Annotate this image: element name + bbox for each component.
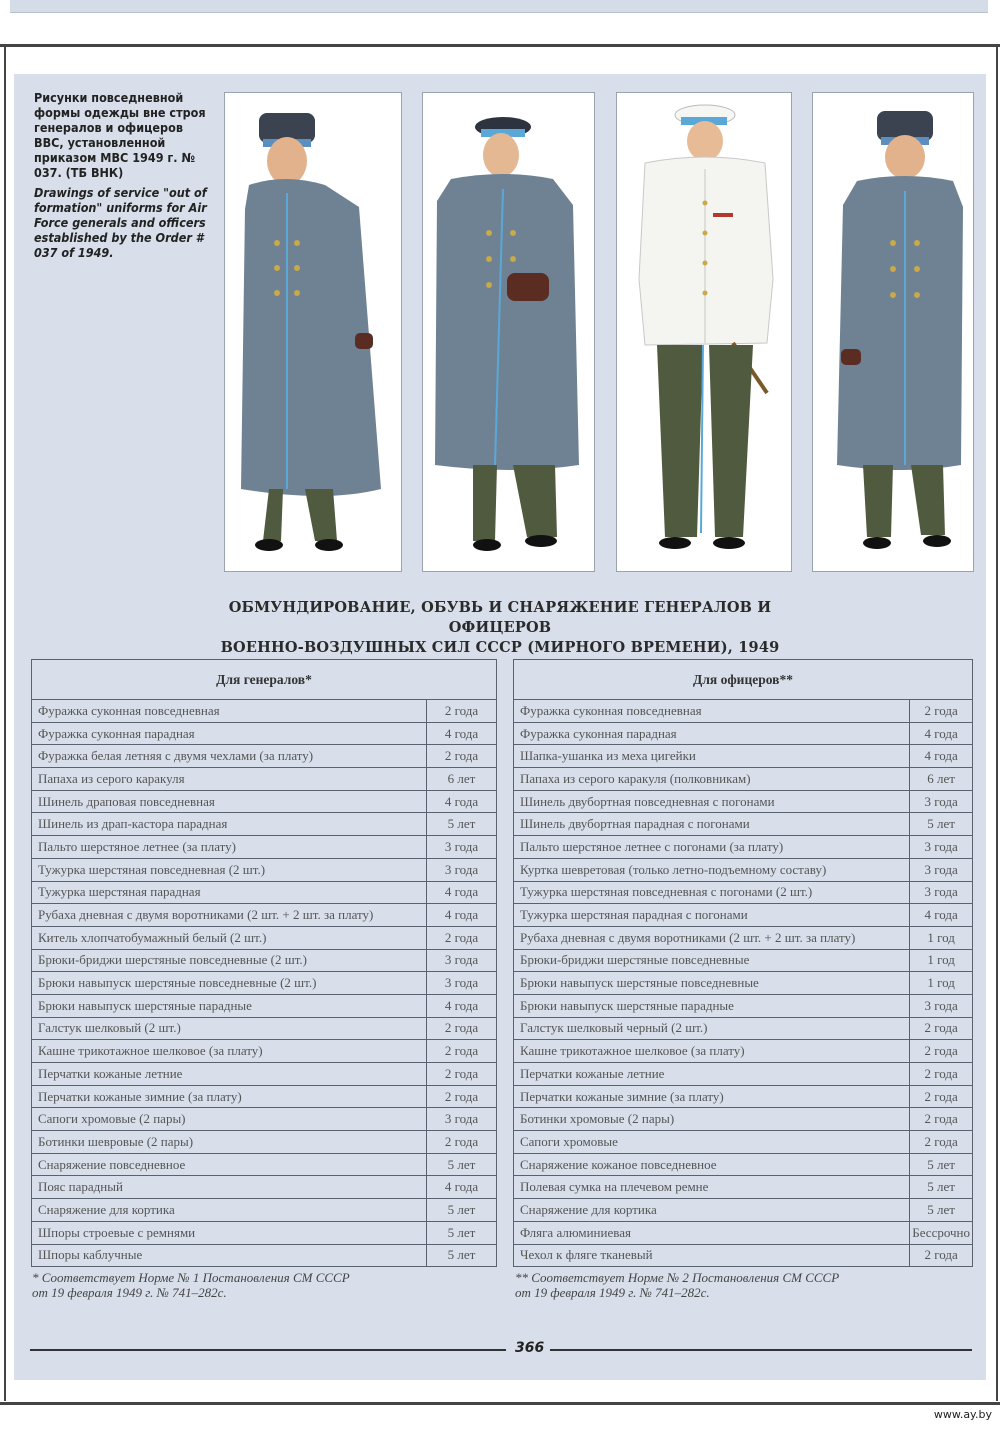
- officers-wear-term: 2 года: [910, 1017, 973, 1040]
- officers-table-row: [514, 1244, 973, 1267]
- generals-item-name: Пояс парадный: [32, 1176, 427, 1199]
- generals-table-row: [32, 722, 497, 745]
- figure-officer-cap-coat: [423, 93, 594, 571]
- officers-wear-term: Бессрочно: [910, 1221, 973, 1244]
- officers-item-name: Тужурка шерстяная парадная с погонами: [514, 904, 910, 927]
- officers-table-row: [514, 745, 973, 768]
- officers-table-row: [514, 904, 973, 927]
- officers-wear-term: 4 года: [910, 904, 973, 927]
- generals-table-row: [32, 972, 497, 995]
- generals-item-name: Сапоги хромовые (2 пары): [32, 1108, 427, 1131]
- generals-wear-term: 2 года: [427, 1017, 497, 1040]
- footer-rule-left: [30, 1349, 506, 1351]
- officers-item-name: Кашне трикотажное шелковое (за плату): [514, 1040, 910, 1063]
- generals-item-name: Перчатки кожаные зимние (за плату): [32, 1085, 427, 1108]
- officers-table-row: [514, 1063, 973, 1086]
- generals-wear-term: 5 лет: [427, 1199, 497, 1222]
- officers-wear-term: 1 год: [910, 949, 973, 972]
- officers-table-row: [514, 1176, 973, 1199]
- generals-item-name: Шпоры строевые с ремнями: [32, 1221, 427, 1244]
- officers-table-row: [514, 858, 973, 881]
- officers-item-name: Снаряжение для кортика: [514, 1199, 910, 1222]
- generals-item-name: Китель хлопчатобумажный белый (2 шт.): [32, 926, 427, 949]
- generals-wear-term: 5 лет: [427, 1153, 497, 1176]
- generals-item-name: Снаряжение повседневное: [32, 1153, 427, 1176]
- generals-item-name: Рубаха дневная с двумя воротниками (2 шт. + 2 шт. за плату): [32, 904, 427, 927]
- figure-caption: [34, 90, 214, 260]
- officers-table-row: [514, 813, 973, 836]
- generals-item-name: Фуражка суконная парадная: [32, 722, 427, 745]
- officers-table-row: [514, 836, 973, 859]
- generals-wear-term: 4 года: [427, 722, 497, 745]
- officers-wear-term: 2 года: [910, 1063, 973, 1086]
- caption-english: Drawings of service "out of formation" uniforms for Air Force generals and officers established by the Order # 037 of 1949.: [34, 185, 207, 260]
- footer-rule-right: [550, 1349, 972, 1351]
- officers-table-row: [514, 926, 973, 949]
- officers-item-name: Галстук шелковый черный (2 шт.): [514, 1017, 910, 1040]
- figure-panel-2: [422, 92, 595, 572]
- generals-table-row: [32, 1199, 497, 1222]
- generals-wear-term: 5 лет: [427, 1244, 497, 1267]
- generals-norm-table: [31, 659, 497, 1267]
- officers-item-name: Фуражка суконная парадная: [514, 722, 910, 745]
- generals-wear-term: 4 года: [427, 881, 497, 904]
- generals-wear-term: 2 года: [427, 1131, 497, 1154]
- generals-item-name: Снаряжение для кортика: [32, 1199, 427, 1222]
- officers-footnote-line1: ** Соответствует Норме № 2 Постановления СМ СССР: [515, 1270, 840, 1285]
- generals-table-row: [32, 858, 497, 881]
- generals-wear-term: 5 лет: [427, 1221, 497, 1244]
- generals-table-row: [32, 1063, 497, 1086]
- generals-item-name: Перчатки кожаные летние: [32, 1063, 427, 1086]
- generals-wear-term: 2 года: [427, 926, 497, 949]
- generals-wear-term: 3 года: [427, 836, 497, 859]
- generals-wear-term: 2 года: [427, 1040, 497, 1063]
- officers-wear-term: 2 года: [910, 1085, 973, 1108]
- generals-table-body: [32, 700, 497, 1267]
- officers-item-name: Брюки-бриджи шерстяные повседневные: [514, 949, 910, 972]
- officers-wear-term: 2 года: [910, 1131, 973, 1154]
- previous-page-edge: [10, 0, 988, 13]
- officers-item-name: Сапоги хромовые: [514, 1131, 910, 1154]
- officers-item-name: Рубаха дневная с двумя воротниками (2 шт. + 2 шт. за плату): [514, 926, 910, 949]
- officers-table-row: [514, 1153, 973, 1176]
- figure-officer-papakha-coat: [813, 93, 973, 571]
- generals-table-row: [32, 1108, 497, 1131]
- generals-table-row: [32, 926, 497, 949]
- officers-wear-term: 4 года: [910, 722, 973, 745]
- officers-item-name: Шапка-ушанка из меха цигейки: [514, 745, 910, 768]
- generals-wear-term: 3 года: [427, 858, 497, 881]
- officers-table-row: [514, 949, 973, 972]
- officers-wear-term: 5 лет: [910, 1176, 973, 1199]
- caption-russian: Рисунки повседневной формы одежды вне строя генералов и офицеров ВВС, установленной приказом МВС 1949 г. № 037. (ТБ ВНК): [34, 90, 206, 180]
- officers-item-name: Ботинки хромовые (2 пары): [514, 1108, 910, 1131]
- officers-table-row: [514, 994, 973, 1017]
- officers-item-name: Тужурка шерстяная повседневная с погонами (2 шт.): [514, 881, 910, 904]
- officers-item-name: Перчатки кожаные зимние (за плату): [514, 1085, 910, 1108]
- officers-item-name: Брюки навыпуск шерстяные парадные: [514, 994, 910, 1017]
- generals-table-row: [32, 745, 497, 768]
- generals-wear-term: 4 года: [427, 904, 497, 927]
- generals-wear-term: 6 лет: [427, 768, 497, 791]
- officers-table-row: [514, 1040, 973, 1063]
- officers-wear-term: 5 лет: [910, 1153, 973, 1176]
- officers-item-name: Фляга алюминиевая: [514, 1221, 910, 1244]
- generals-wear-term: 4 года: [427, 1176, 497, 1199]
- figure-panel-1: [224, 92, 402, 572]
- officers-wear-term: 4 года: [910, 745, 973, 768]
- officers-table-row: [514, 881, 973, 904]
- generals-wear-term: 5 лет: [427, 813, 497, 836]
- page-footer: [30, 1340, 972, 1360]
- generals-table-row: [32, 836, 497, 859]
- generals-table-row: [32, 1131, 497, 1154]
- generals-wear-term: 3 года: [427, 1108, 497, 1131]
- officers-wear-term: 2 года: [910, 1108, 973, 1131]
- bottom-rule: [0, 1402, 1000, 1405]
- officers-wear-term: 3 года: [910, 836, 973, 859]
- generals-wear-term: 3 года: [427, 949, 497, 972]
- generals-item-name: Кашне трикотажное шелковое (за плату): [32, 1040, 427, 1063]
- officers-wear-term: 1 год: [910, 926, 973, 949]
- generals-wear-term: 2 года: [427, 700, 497, 723]
- generals-footnote-line2: от 19 февраля 1949 г. № 741–282с.: [32, 1285, 227, 1300]
- officers-table-row: [514, 790, 973, 813]
- table-heading: [180, 598, 820, 658]
- generals-wear-term: 2 года: [427, 1085, 497, 1108]
- generals-table-row: [32, 1017, 497, 1040]
- page-number: 366: [515, 1340, 545, 1356]
- generals-footnote: [32, 1270, 472, 1300]
- generals-table-row: [32, 790, 497, 813]
- generals-item-name: Брюки навыпуск шерстяные парадные: [32, 994, 427, 1017]
- officers-wear-term: 3 года: [910, 790, 973, 813]
- table-heading-line2: ВОЕННО-ВОЗДУШНЫХ СИЛ СССР (МИРНОГО ВРЕМЕНИ), 1949: [220, 639, 780, 656]
- officers-wear-term: 2 года: [910, 700, 973, 723]
- officers-wear-term: 5 лет: [910, 813, 973, 836]
- officers-item-name: Пальто шерстяное летнее с погонами (за плату): [514, 836, 910, 859]
- generals-table-row: [32, 1085, 497, 1108]
- generals-item-name: Фуражка суконная повседневная: [32, 700, 427, 723]
- officers-item-name: Полевая сумка на плечевом ремне: [514, 1176, 910, 1199]
- generals-item-name: Папаха из серого каракуля: [32, 768, 427, 791]
- generals-item-name: Ботинки шевровые (2 пары): [32, 1131, 427, 1154]
- generals-table-row: [32, 994, 497, 1017]
- generals-item-name: Тужурка шерстяная повседневная (2 шт.): [32, 858, 427, 881]
- officers-table-row: [514, 1017, 973, 1040]
- officers-footnote: [515, 1270, 955, 1300]
- officers-table-body: [514, 700, 973, 1267]
- officers-table-row: [514, 1108, 973, 1131]
- generals-footnote-line1: * Соответствует Норме № 1 Постановления СМ СССР: [32, 1270, 350, 1285]
- officers-item-name: Папаха из серого каракуля (полковникам): [514, 768, 910, 791]
- generals-table-row: [32, 1153, 497, 1176]
- generals-wear-term: 2 года: [427, 745, 497, 768]
- generals-table-row: [32, 949, 497, 972]
- table-heading-line1: ОБМУНДИРОВАНИЕ, ОБУВЬ И СНАРЯЖЕНИЕ ГЕНЕРАЛОВ И ОФИЦЕРОВ: [228, 599, 772, 636]
- officers-table-row: [514, 1131, 973, 1154]
- generals-table-row: [32, 768, 497, 791]
- generals-item-name: Шинель из драп-кастора парадная: [32, 813, 427, 836]
- officers-item-name: Перчатки кожаные летние: [514, 1063, 910, 1086]
- generals-table-row: [32, 881, 497, 904]
- officers-table-row: [514, 722, 973, 745]
- generals-item-name: Тужурка шерстяная парадная: [32, 881, 427, 904]
- figure-general-white-tunic: [617, 93, 791, 571]
- officers-table-row: [514, 1085, 973, 1108]
- officers-item-name: Снаряжение кожаное повседневное: [514, 1153, 910, 1176]
- figure-panel-4: [812, 92, 974, 572]
- officers-item-name: Фуражка суконная повседневная: [514, 700, 910, 723]
- officers-table-row: [514, 1199, 973, 1222]
- officers-footnote-line2: от 19 февраля 1949 г. № 741–282с.: [515, 1285, 710, 1300]
- officers-table-row: [514, 1221, 973, 1244]
- generals-table-row: [32, 1176, 497, 1199]
- watermark: www.ay.by: [933, 1408, 992, 1421]
- generals-table-row: [32, 1221, 497, 1244]
- generals-item-name: Пальто шерстяное летнее (за плату): [32, 836, 427, 859]
- figure-general-papakha-coat: [225, 93, 401, 571]
- generals-table-row: [32, 904, 497, 927]
- officers-table-row: [514, 700, 973, 723]
- generals-item-name: Фуражка белая летняя с двумя чехлами (за плату): [32, 745, 427, 768]
- generals-table-header: Для генералов*: [32, 660, 497, 700]
- generals-wear-term: 3 года: [427, 972, 497, 995]
- officers-table-row: [514, 768, 973, 791]
- officers-item-name: Чехол к фляге тканевый: [514, 1244, 910, 1267]
- officers-wear-term: 2 года: [910, 1244, 973, 1267]
- generals-item-name: Брюки навыпуск шерстяные повседневные (2 шт.): [32, 972, 427, 995]
- officers-table-row: [514, 972, 973, 995]
- officers-wear-term: 3 года: [910, 858, 973, 881]
- generals-table-row: [32, 813, 497, 836]
- officers-wear-term: 3 года: [910, 994, 973, 1017]
- generals-wear-term: 4 года: [427, 994, 497, 1017]
- officers-item-name: Шинель двубортная парадная с погонами: [514, 813, 910, 836]
- generals-item-name: Брюки-бриджи шерстяные повседневные (2 шт.): [32, 949, 427, 972]
- officers-wear-term: 5 лет: [910, 1199, 973, 1222]
- generals-item-name: Шинель драповая повседневная: [32, 790, 427, 813]
- generals-item-name: Галстук шелковый (2 шт.): [32, 1017, 427, 1040]
- generals-table-row: [32, 700, 497, 723]
- generals-table-row: [32, 1040, 497, 1063]
- generals-table-row: [32, 1244, 497, 1267]
- officers-item-name: Брюки навыпуск шерстяные повседневные: [514, 972, 910, 995]
- officers-table-header: Для офицеров**: [514, 660, 973, 700]
- officers-wear-term: 2 года: [910, 1040, 973, 1063]
- generals-item-name: Шпоры каблучные: [32, 1244, 427, 1267]
- officers-item-name: Шинель двубортная повседневная с погонами: [514, 790, 910, 813]
- generals-wear-term: 4 года: [427, 790, 497, 813]
- officers-item-name: Куртка шевретовая (только летно-подъемному составу): [514, 858, 910, 881]
- officers-wear-term: 1 год: [910, 972, 973, 995]
- officers-wear-term: 6 лет: [910, 768, 973, 791]
- previous-page-strip: [0, 0, 1000, 47]
- generals-wear-term: 2 года: [427, 1063, 497, 1086]
- figure-panel-3: [616, 92, 792, 572]
- officers-wear-term: 3 года: [910, 881, 973, 904]
- officers-norm-table: [513, 659, 973, 1267]
